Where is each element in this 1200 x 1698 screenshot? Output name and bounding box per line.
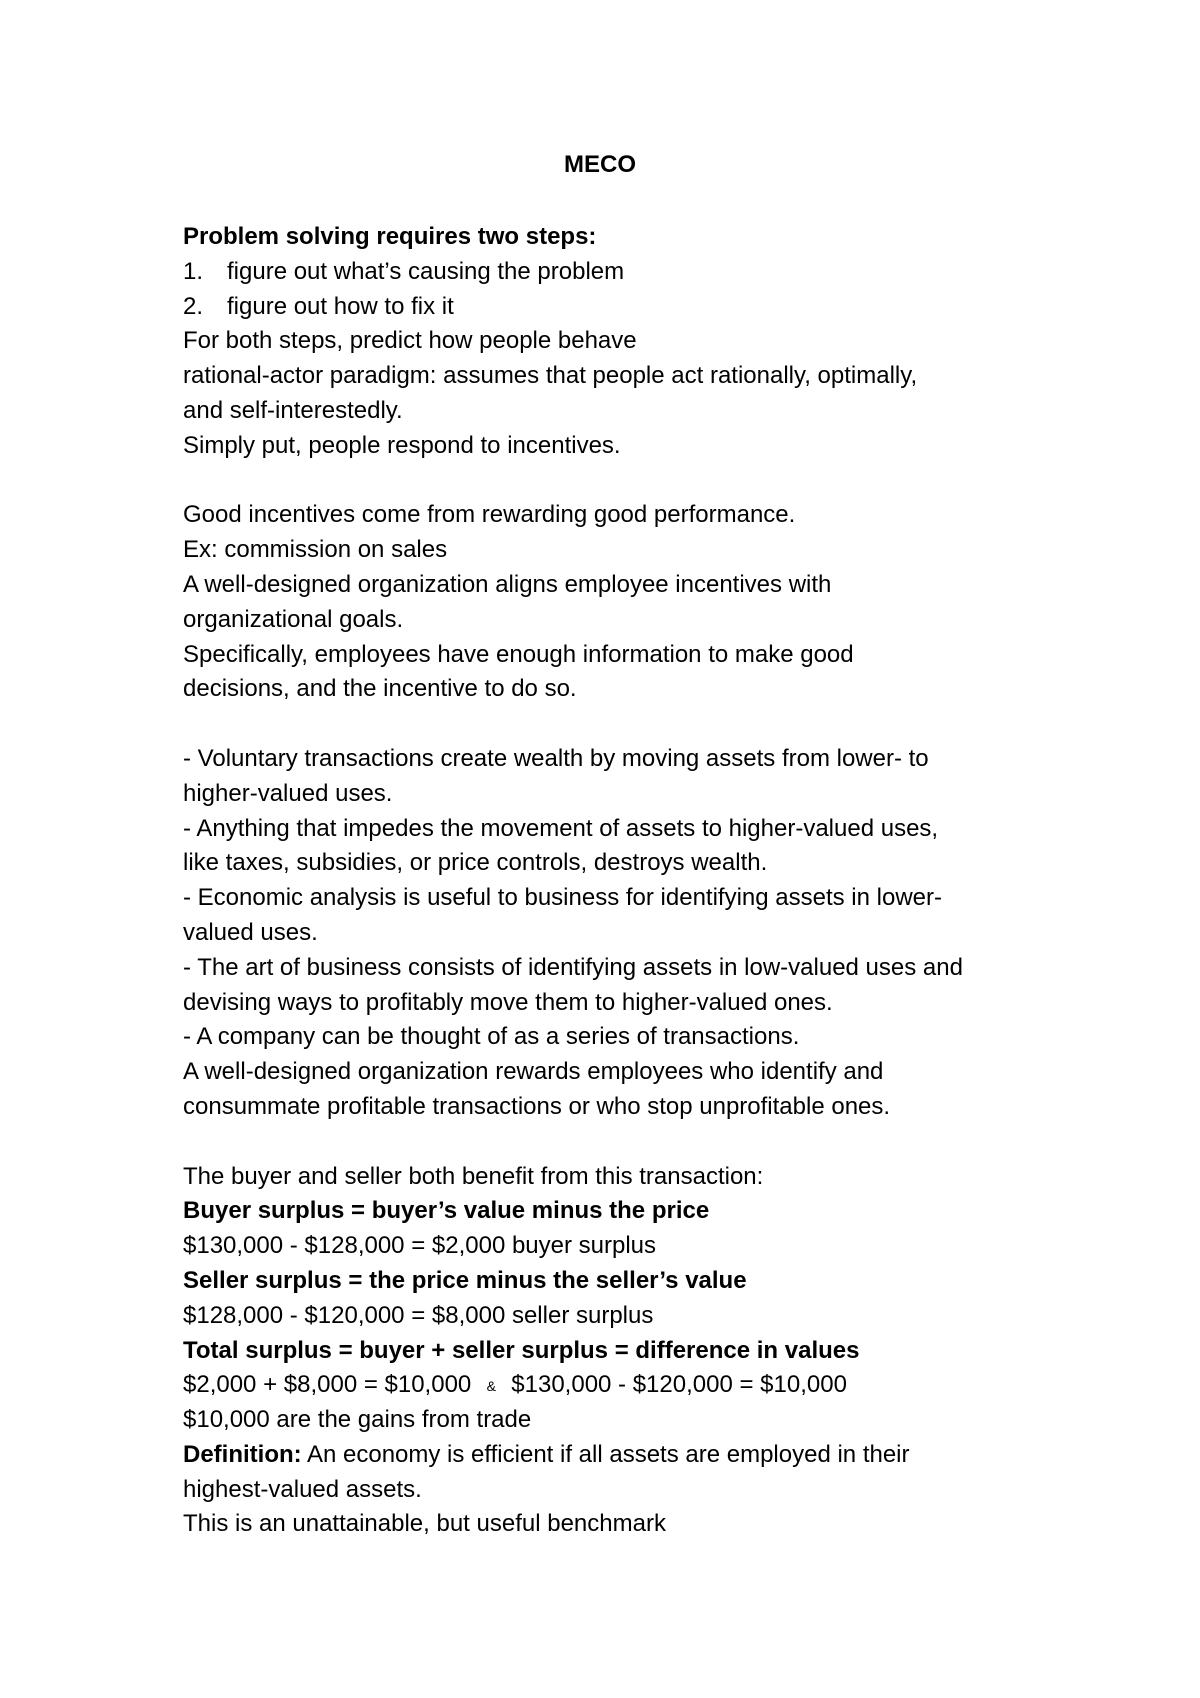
total-surplus-heading: Total surplus = buyer + seller surplus = difference in values: [183, 1336, 860, 1364]
text-line: organizational goals.: [183, 605, 404, 633]
definition-line: [183, 1438, 1063, 1473]
paragraph-gap: [183, 707, 1063, 742]
surplus-intro: The buyer and seller both benefit from this transaction:: [183, 1162, 764, 1190]
step-item: [183, 290, 1063, 325]
text-line: rational-actor paradigm: assumes that people act rationally, optimally,: [183, 362, 918, 390]
definition-text: An economy is efficient if all assets are employed in their: [301, 1440, 910, 1468]
seller-surplus-heading: Seller surplus = the price minus the seller’s value: [183, 1266, 747, 1294]
text-line: decisions, and the incentive to do so.: [183, 675, 577, 703]
text-line: Good incentives come from rewarding good performance.: [183, 501, 796, 529]
text-line: devising ways to profitably move them to higher-valued ones.: [183, 988, 833, 1016]
buyer-surplus-calc: $130,000 - $128,000 = $2,000 buyer surplus: [183, 1232, 657, 1260]
text-line: Specifically, employees have enough information to make good: [183, 640, 854, 668]
text-line: - A company can be thought of as a series of transactions.: [183, 1023, 800, 1051]
step-item: [183, 255, 1063, 290]
paragraph-gap: [183, 464, 1063, 499]
text-line: higher-valued uses.: [183, 779, 393, 807]
text-line: Ex: commission on sales: [183, 536, 448, 564]
total-surplus-calc: [183, 1368, 1063, 1403]
text-line: and self-interestedly.: [183, 396, 403, 424]
document-body: [183, 220, 1063, 1542]
total-calc-right: $130,000 - $120,000 = $10,000: [511, 1371, 847, 1399]
text-line: valued uses.: [183, 918, 318, 946]
step-text: figure out how to fix it: [227, 292, 454, 320]
text-line: - The art of business consists of identifying assets in low-valued uses and: [183, 953, 963, 981]
seller-surplus-calc: $128,000 - $120,000 = $8,000 seller surplus: [183, 1301, 654, 1329]
text-line: - Voluntary transactions create wealth by moving assets from lower- to: [183, 744, 929, 772]
text-line: consummate profitable transactions or who stop unprofitable ones.: [183, 1092, 891, 1120]
ampersand-mark: &: [486, 1377, 496, 1394]
text-line: For both steps, predict how people behave: [183, 327, 637, 355]
gains-from-trade: $10,000 are the gains from trade: [183, 1406, 532, 1434]
buyer-surplus-heading: Buyer surplus = buyer’s value minus the price: [183, 1197, 710, 1225]
steps-heading: Problem solving requires two steps:: [183, 223, 597, 250]
step-number: 2.: [183, 292, 204, 320]
text-line: A well-designed organization rewards employees who identify and: [183, 1058, 884, 1086]
definition-label: Definition:: [183, 1440, 302, 1468]
step-number: 1.: [183, 257, 204, 285]
text-line: Simply put, people respond to incentives.: [183, 431, 621, 459]
text-line: - Economic analysis is useful to business for identifying assets in lower-: [183, 884, 942, 912]
text-line: A well-designed organization aligns employee incentives with: [183, 570, 832, 598]
document-title: MECO: [564, 151, 636, 178]
text-line: like taxes, subsidies, or price controls, destroys wealth.: [183, 849, 768, 877]
definition-continuation: highest-valued assets.: [183, 1475, 422, 1503]
paragraph-gap: [183, 1125, 1063, 1160]
total-calc-left: $2,000 + $8,000 = $10,000: [183, 1371, 472, 1399]
text-line: - Anything that impedes the movement of assets to higher-valued uses,: [183, 814, 939, 842]
benchmark-line: This is an unattainable, but useful benchmark: [183, 1510, 666, 1538]
step-text: figure out what’s causing the problem: [227, 257, 625, 285]
